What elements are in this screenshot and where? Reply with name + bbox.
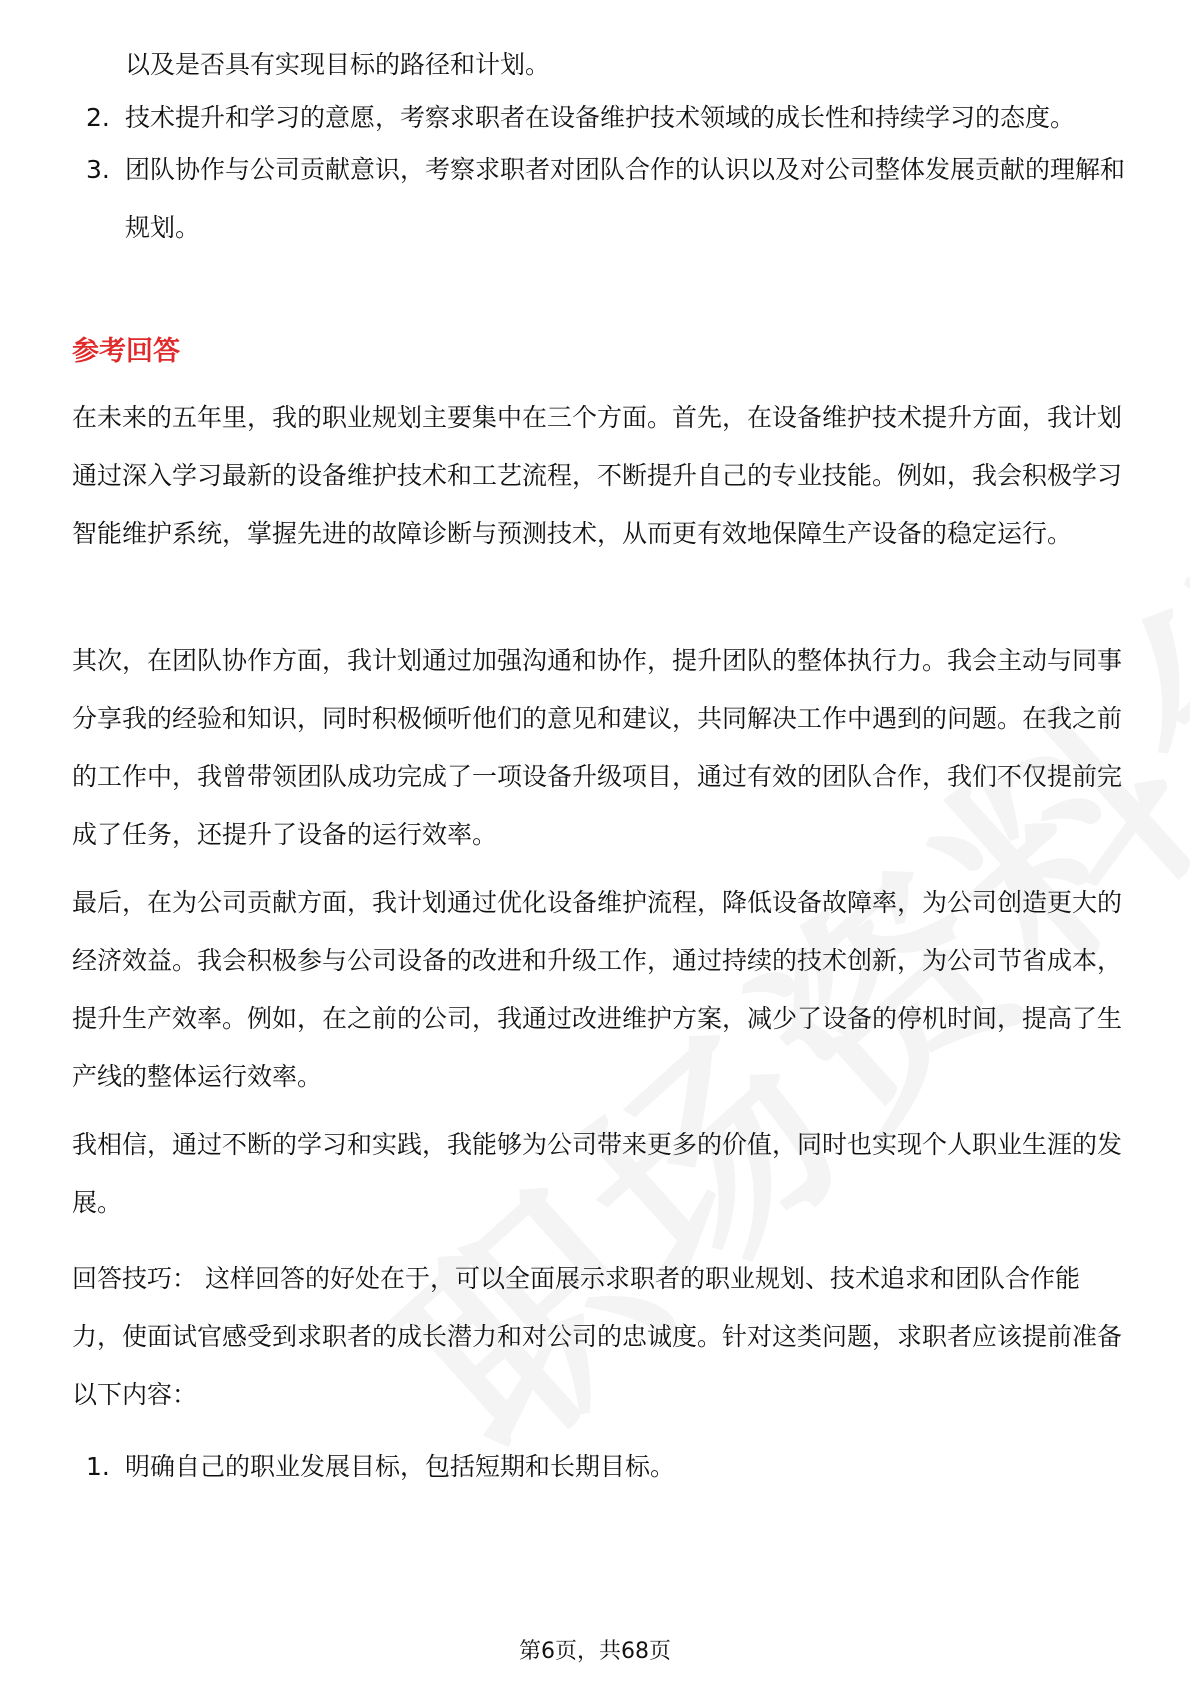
page-footer: 第6页，共68页 bbox=[519, 1639, 671, 1664]
list-item-text: 明确自己的职业发展目标，包括短期和长期目标。 bbox=[125, 1452, 676, 1481]
list-item bbox=[72, 1438, 1132, 1496]
list-item bbox=[72, 89, 1132, 147]
prep-list bbox=[72, 1438, 1132, 1496]
list-item-continuation bbox=[72, 36, 1132, 94]
list-item bbox=[72, 141, 1132, 257]
list-item-number: 2. bbox=[86, 103, 110, 132]
list-item-number: 1. bbox=[86, 1452, 110, 1481]
list-item-text: 技术提升和学习的意愿，考察求职者在设备维护技术领域的成长性和持续学习的态度。 bbox=[125, 103, 1076, 132]
tips-paragraph: 回答技巧： 这样回答的好处在于，可以全面展示求职者的职业规划、技术追求和团队合作能力，使面试官感受到求职者的成长潜力和对公司的忠诚度。针对这类问题，求职者应该提前准备以下内容： bbox=[72, 1264, 1123, 1409]
answer-paragraph: 在未来的五年里，我的职业规划主要集中在三个方面。首先，在设备维护技术提升方面，我计划通过深入学习最新的设备维护技术和工艺流程，不断提升自己的专业技能。例如，我会积极学习智能维护系统，掌握先进的故障诊断与预测技术，从而更有效地保障生产设备的稳定运行。 bbox=[72, 403, 1123, 548]
list-item-number: 3. bbox=[86, 155, 110, 184]
section-heading: 参考回答 bbox=[72, 336, 180, 367]
answer-paragraph: 最后，在为公司贡献方面，我计划通过优化设备维护流程，降低设备故障率，为公司创造更大的经济效益。我会积极参与公司设备的改进和升级工作，通过持续的技术创新，为公司节省成本，提升生产效率。例如，在之前的公司，我通过改进维护方案，减少了设备的停机时间，提高了生产线的整体运行效率。 bbox=[72, 888, 1123, 1091]
criteria-list bbox=[72, 89, 1132, 257]
criteria-list-continuation bbox=[72, 36, 1132, 94]
list-item-text: 以及是否具有实现目标的路径和计划。 bbox=[125, 50, 551, 79]
list-item-text: 团队协作与公司贡献意识，考察求职者对团队合作的认识以及对公司整体发展贡献的理解和规划。 bbox=[125, 155, 1126, 242]
answer-paragraph: 其次，在团队协作方面，我计划通过加强沟通和协作，提升团队的整体执行力。我会主动与同事分享我的经验和知识，同时积极倾听他们的意见和建议，共同解决工作中遇到的问题。在我之前的工作中，我曾带领团队成功完成了一项设备升级项目，通过有效的团队合作，我们不仅提前完成了任务，还提升了设备的运行效率。 bbox=[72, 646, 1123, 849]
answer-paragraph: 我相信，通过不断的学习和实践，我能够为公司带来更多的价值，同时也实现个人职业生涯的发展。 bbox=[72, 1130, 1123, 1217]
